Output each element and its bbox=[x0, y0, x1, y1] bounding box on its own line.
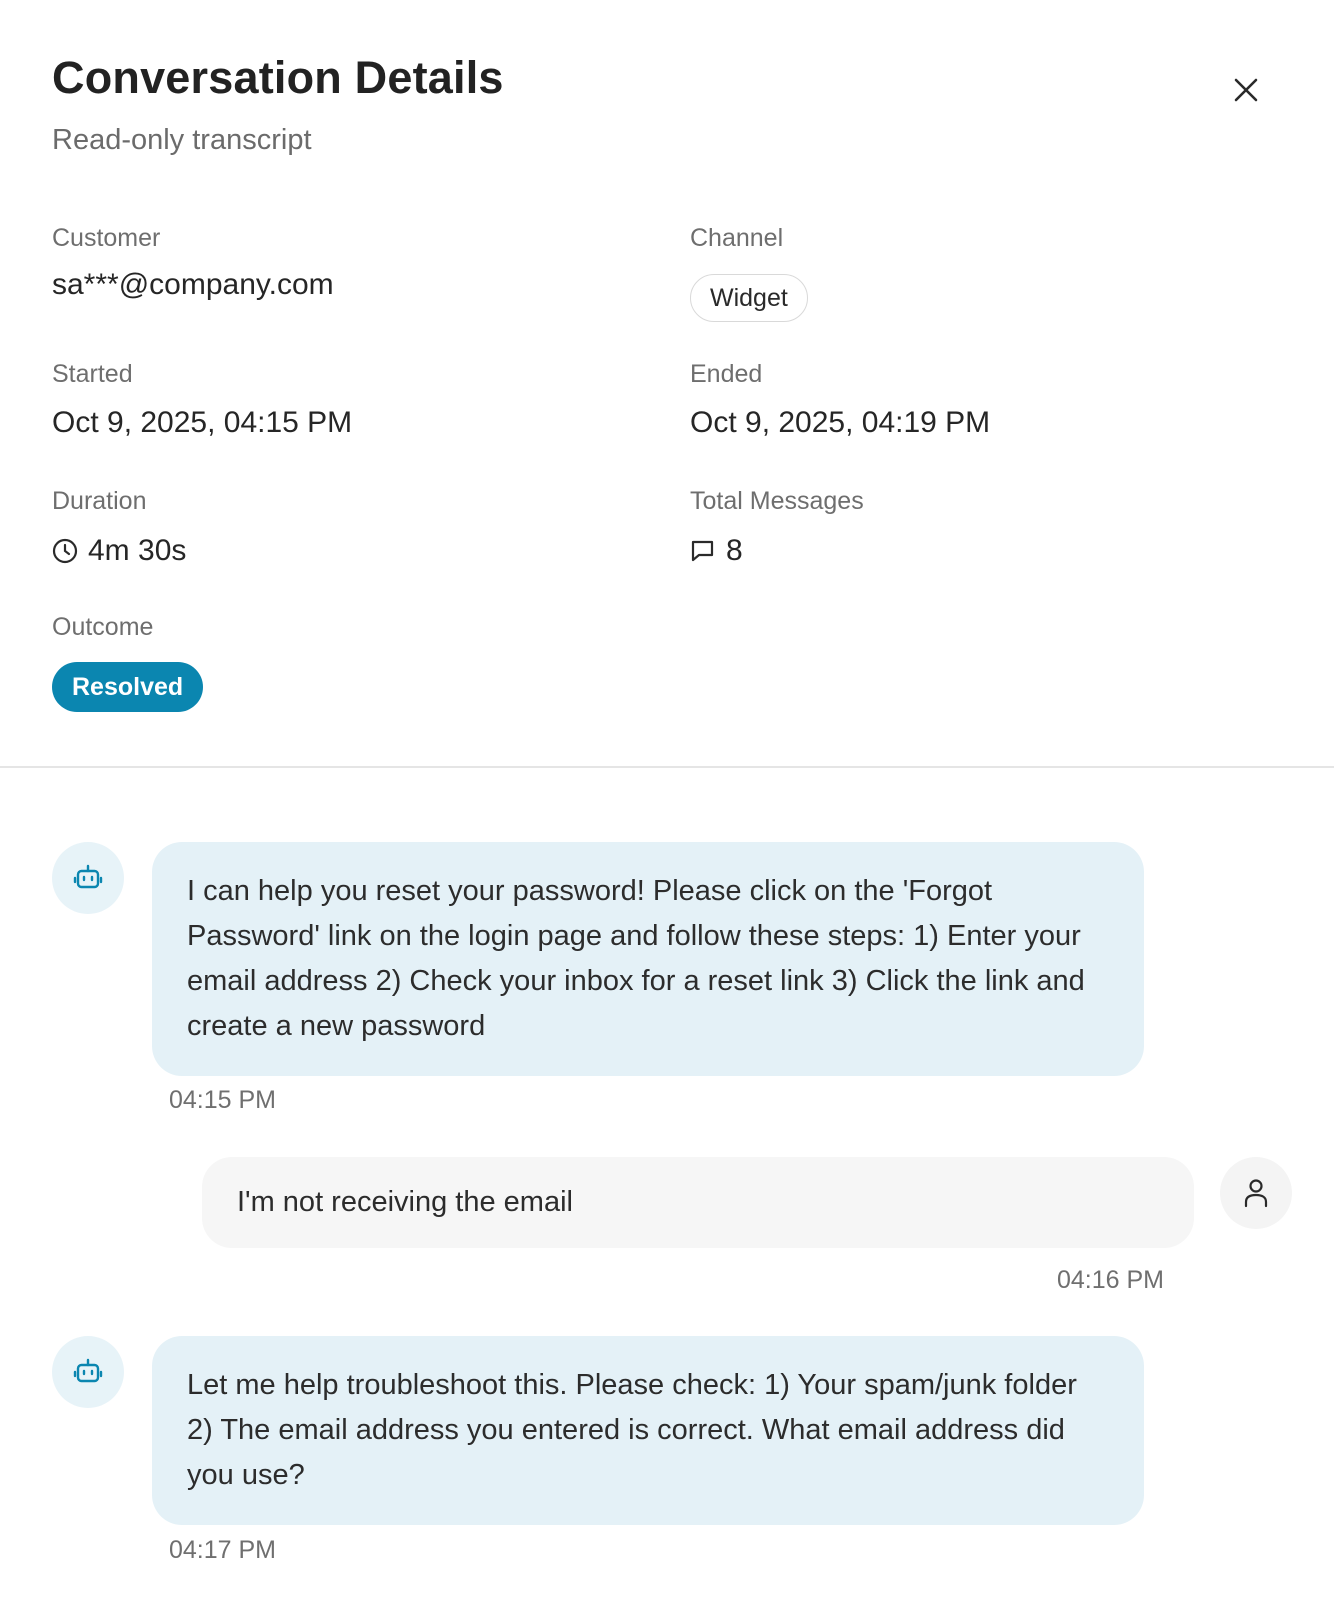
duration-label: Duration bbox=[52, 487, 147, 515]
outcome-label: Outcome bbox=[52, 613, 154, 641]
channel-label: Channel bbox=[690, 224, 784, 252]
user-avatar bbox=[1220, 1157, 1292, 1229]
duration-text: 4m 30s bbox=[88, 534, 187, 567]
divider bbox=[0, 766, 1334, 768]
page-title: Conversation Details bbox=[52, 52, 504, 103]
page-subtitle: Read-only transcript bbox=[52, 124, 312, 156]
ended-label: Ended bbox=[690, 360, 763, 388]
message-icon bbox=[690, 538, 716, 564]
outcome-badge: Resolved bbox=[52, 662, 203, 712]
panel-header bbox=[52, 52, 504, 157]
close-button[interactable] bbox=[1226, 70, 1266, 110]
bot-avatar bbox=[52, 842, 124, 914]
message-bubble-bot bbox=[152, 842, 1144, 1076]
message-text: I'm not receiving the email bbox=[237, 1186, 573, 1218]
message-bubble-user bbox=[202, 1157, 1194, 1248]
started-label: Started bbox=[52, 360, 133, 388]
total-messages-count: 8 bbox=[726, 534, 743, 567]
total-messages-value bbox=[690, 534, 743, 568]
message-text: Let me help troubleshoot this. Please check: 1) Your spam/junk folder 2) The email address you entered is correct. What email address did you use? bbox=[187, 1369, 1077, 1491]
message-text: I can help you reset your password! Please click on the 'Forgot Password' link on the login page and follow these steps: 1) Enter your email address 2) Check your inbox for a reset link 3) Click the link and create a new password bbox=[187, 875, 1085, 1042]
message-bubble-bot bbox=[152, 1336, 1144, 1525]
channel-badge: Widget bbox=[690, 274, 808, 322]
bot-icon bbox=[72, 862, 104, 894]
customer-label: Customer bbox=[52, 224, 161, 252]
customer-value bbox=[52, 268, 334, 302]
bot-icon bbox=[72, 1356, 104, 1388]
bot-avatar bbox=[52, 1336, 124, 1408]
started-datetime: Oct 9, 2025, 04:15 PM bbox=[52, 406, 353, 439]
message-timestamp: 04:15 PM bbox=[169, 1086, 277, 1114]
user-icon bbox=[1241, 1177, 1271, 1209]
ended-value bbox=[690, 406, 990, 440]
close-icon bbox=[1233, 77, 1259, 103]
ended-datetime: Oct 9, 2025, 04:19 PM bbox=[690, 406, 991, 439]
message-timestamp: 04:16 PM bbox=[1057, 1266, 1165, 1294]
duration-value bbox=[52, 534, 186, 568]
message-timestamp: 04:17 PM bbox=[169, 1536, 277, 1564]
clock-icon bbox=[52, 538, 78, 564]
customer-email: sa***@company.com bbox=[52, 268, 334, 301]
total-messages-label: Total Messages bbox=[690, 487, 864, 515]
started-value bbox=[52, 406, 352, 440]
